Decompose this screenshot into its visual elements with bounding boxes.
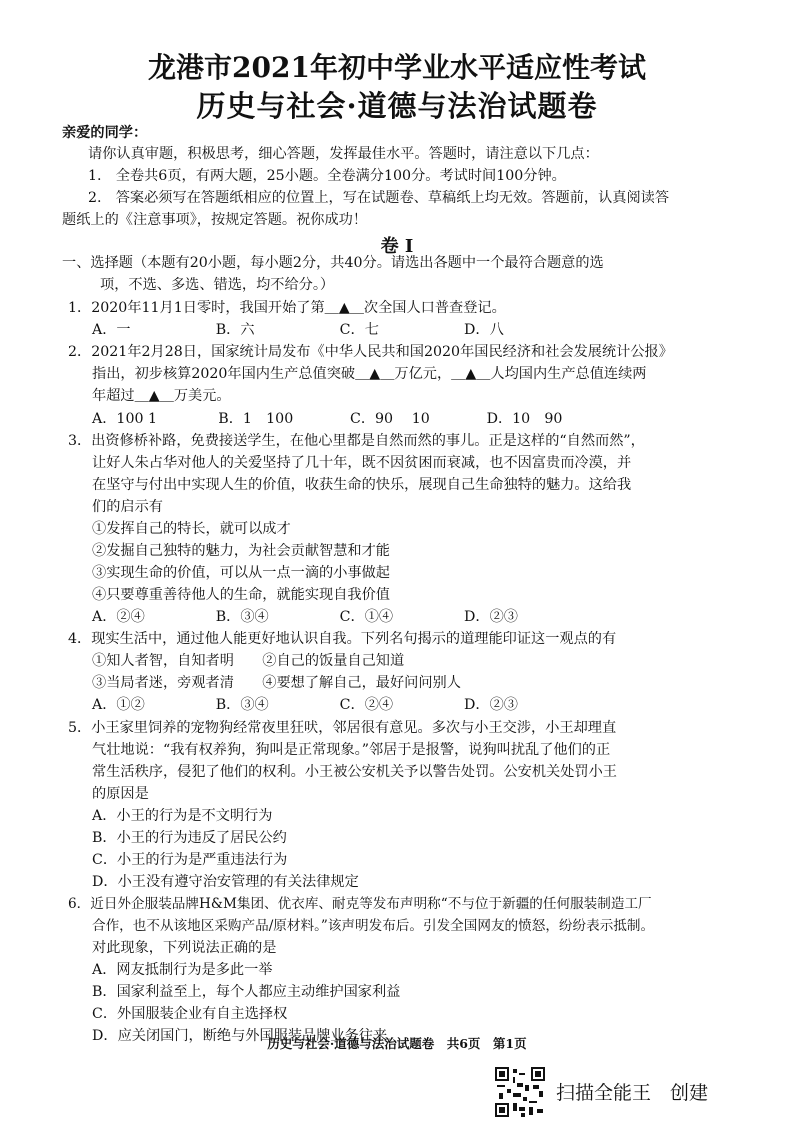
exam-title: 龙港市2021年初中学业水平适应性考试 — [148, 51, 646, 84]
question-item: ③实现生命的价值，可以从一点一滴的小事做起 — [92, 565, 390, 581]
question-item: ③当局者迷，旁观者清 ④要想了解自己，最好问问别人 — [92, 675, 461, 691]
question-item: ①发挥自己的特长，就可以成才 — [92, 521, 291, 537]
question-options: A．一 B．六 C．七 D．八 — [92, 322, 504, 338]
question-stem: 们的启示有 — [92, 499, 163, 515]
question-item: ①知人者智，自知者明 ②自己的饭量自己知道 — [92, 653, 405, 669]
question-stem: 对此现象，下列说法正确的是 — [92, 940, 277, 956]
question-stem: 6．近日外企服装品牌H&M集团、优衣库、耐克等发布声明称“不与位于新疆的任何服装制造工厂 — [68, 896, 652, 912]
question-option: A．网友抵制行为是多此一举 — [92, 962, 273, 978]
question-option: D．应关闭国门，断绝与外国服装品牌业务往来 — [92, 1028, 388, 1044]
question-option: A．小王的行为是不文明行为 — [92, 808, 273, 824]
question-option: C．小王的行为是严重违法行为 — [92, 852, 288, 868]
question-stem: 1．2020年11月1日零时，我国开始了第＿▲＿次全国人口普查登记。 — [68, 300, 506, 316]
question-item: ②发掘自己独特的魅力，为社会贡献智慧和才能 — [92, 543, 390, 559]
question-option: B．小王的行为违反了居民公约 — [92, 830, 287, 846]
exam-subtitle: 历史与社会·道德与法治试题卷 — [196, 89, 598, 123]
page-footer: 历史与社会·道德与法治试题卷 共6页 第1页 — [267, 1036, 527, 1051]
question-item: ④只要尊重善待他人的生命，就能实现自我价值 — [92, 587, 390, 603]
section-title: 卷 Ⅰ — [380, 236, 414, 257]
question-options: A．①② B．③④ C．②④ D．②③ — [92, 697, 518, 713]
question-stem: 合作，也不从该地区采购产品/原材料。”该声明发布后。引发全国网友的愤怒，纷纷表示抵制。 — [92, 918, 655, 934]
instruction-line: 请你认真审题，积极思考，细心答题，发挥最佳水平。答题时，请注意以下几点： — [88, 146, 599, 162]
instruction-line: 1. 全卷共6页，有两大题，25小题。全卷满分100分。考试时间100分钟。 — [88, 168, 566, 184]
question-stem: 年超过＿▲＿万美元。 — [92, 388, 231, 404]
question-stem: 指出，初步核算2020年国内生产总值突破＿▲＿万亿元，＿▲＿人均国内生产总值连续两 — [92, 366, 647, 382]
question-option: B．国家利益至上，每个人都应主动维护国家利益 — [92, 984, 401, 1000]
section-heading: 一、选择题（本题有20小题，每小题2分，共40分。请选出各题中一个最符合题意的选 — [62, 255, 604, 271]
question-option: D．小王没有遵守治安管理的有关法律规定 — [92, 874, 359, 890]
instruction-line: 题纸上的《注意事项》，按规定答题。祝你成功！ — [62, 212, 368, 228]
question-options: A．100 1 B．1 100 C．90 10 D．10 90 — [92, 411, 563, 427]
question-stem: 2．2021年2月28日，国家统计局发布《中华人民共和国2020年国民经济和社会发展统计公报》 — [68, 344, 673, 360]
section-heading: 项，不选、多选、错选，均不给分。） — [100, 277, 335, 293]
question-stem: 常生活秩序，侵犯了他们的权利。小王被公安机关予以警告处罚。公安机关处罚小王 — [92, 764, 617, 780]
question-stem: 让好人朱占华对他人的关爱坚持了几十年，既不因贫困而衰减，也不因富贵而冷漠，并 — [92, 455, 632, 471]
question-stem: 5．小王家里饲养的宠物狗经常夜里狂吠，邻居很有意见。多次与小王交涉，小王却理直 — [68, 720, 617, 736]
question-stem: 4．现实生活中，通过他人能更好地认识自我。下列名句揭示的道理能印证这一观点的有 — [68, 631, 617, 647]
qr-code-icon — [495, 1067, 545, 1117]
question-stem: 气壮地说：“我有权养狗，狗叫是正常现象。”邻居于是报警，说狗叫扰乱了他们的正 — [92, 742, 611, 758]
question-options: A．②④ B．③④ C．①④ D．②③ — [92, 609, 518, 625]
question-stem: 的原因是 — [92, 786, 149, 802]
greeting: 亲爱的同学： — [62, 125, 148, 141]
question-option: C．外国服装企业有自主选择权 — [92, 1006, 288, 1022]
question-stem: 在坚守与付出中实现人生的价值，收获生命的快乐，展现自己生命独特的魅力。这给我 — [92, 477, 632, 493]
instruction-line: 2. 答案必须写在答题纸相应的位置上，写在试题卷、草稿纸上均无效。答题前，认真阅读答 — [88, 190, 670, 206]
scanner-watermark: 扫描全能王 创建 — [556, 1082, 709, 1104]
question-stem: 3．出资修桥补路，免费接送学生，在他心里都是自然而然的事儿。正是这样的“自然而然”， — [68, 433, 645, 449]
